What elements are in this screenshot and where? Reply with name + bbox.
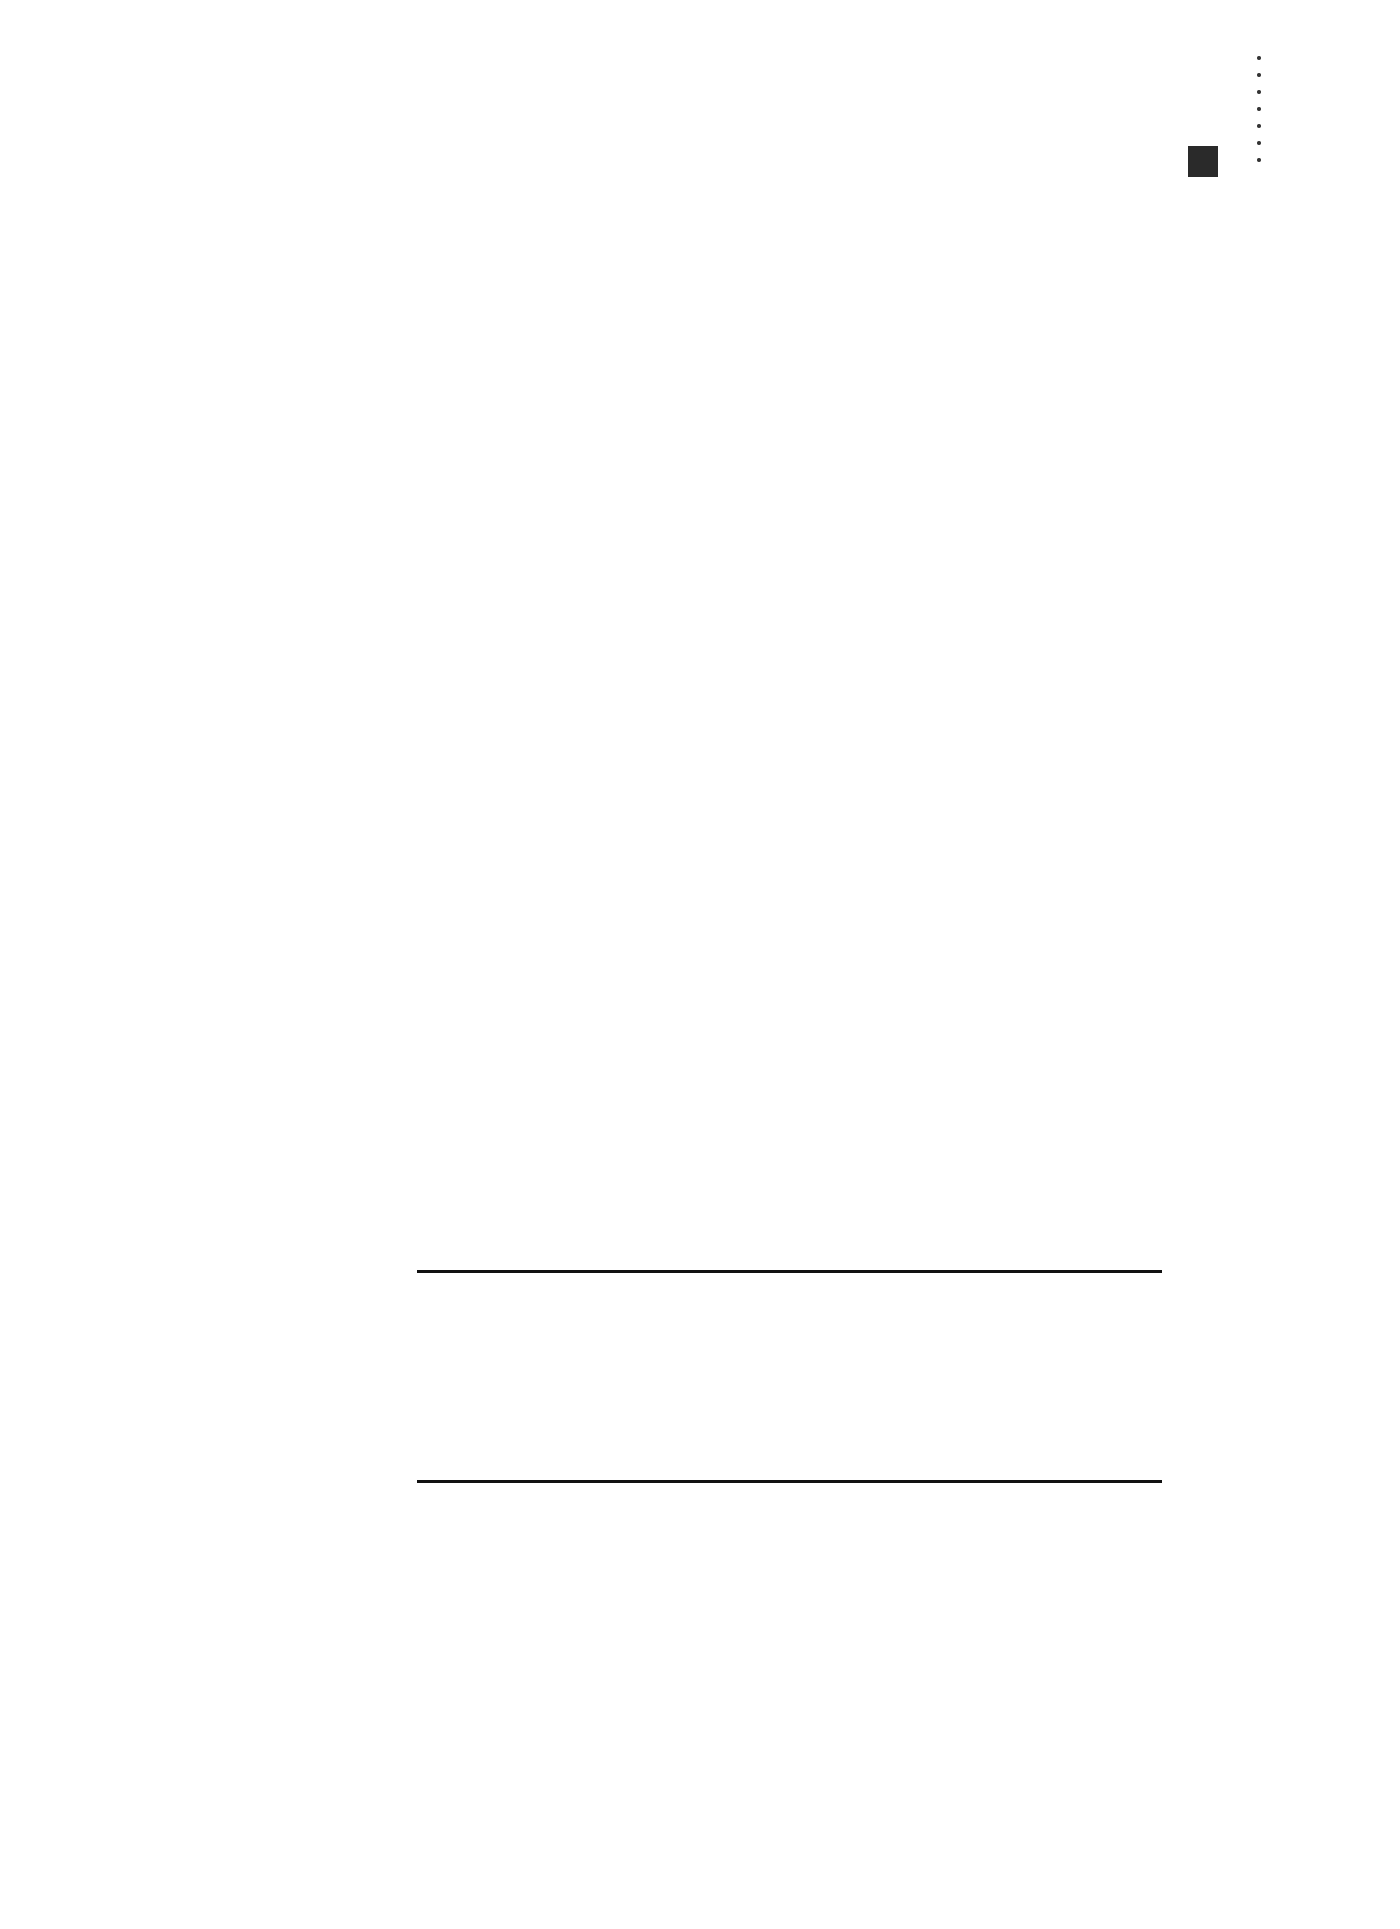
chapter-9 [417, 1266, 1162, 1283]
chapter-10 [417, 1476, 1162, 1493]
chapter-heading[interactable] [417, 1266, 1162, 1273]
page-number [1188, 146, 1218, 177]
edge-dots-ornament [1255, 56, 1263, 162]
chapter-heading[interactable] [417, 1476, 1162, 1483]
